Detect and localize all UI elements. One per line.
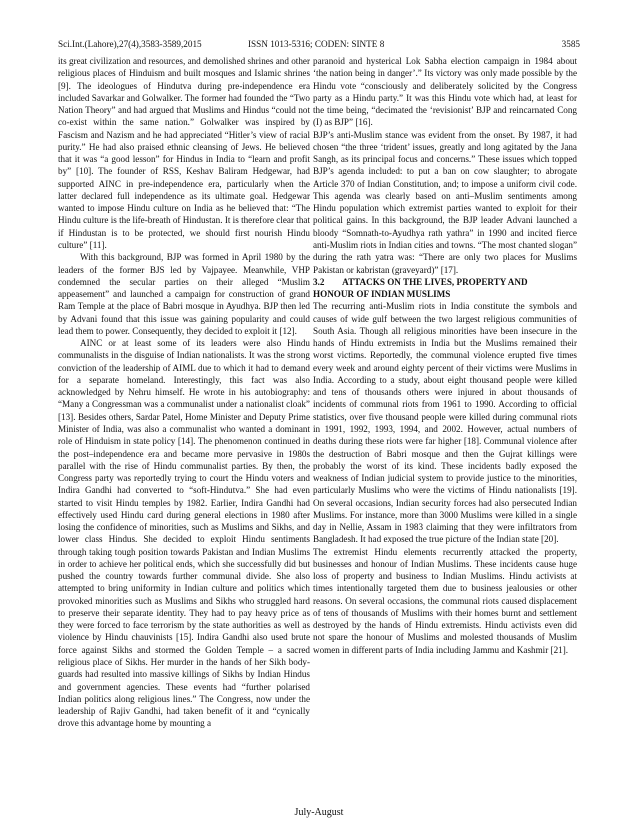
left-column [58,55,310,800]
paragraph: paranoid and hysterical Lok Sabha election campaign in 1984 about ‘the nation being in danger’.” Its victory was only made possible by the Hindu vote “consciously and deliberately solicited by the Congress party as a Hindu party.” It was this Hindu vote which had, at least for the time being, “decimated the ‘revisionist’ BJP and reincarnated Cong (I) as BJP” [16]. [313,56,577,128]
paragraph: With this background, BJP was formed in April 1980 by the leaders of the former BJS led by Vajpayee. Meanwhile, VHP condemned the secular parties on their alleged “Muslim appeasement” and launched a campaign for construction of grand Ram Temple at the place of Babri mosque in Ayudhya. BJP then led by Advani found that this issue was gaining popularity and could lead them to power. Consequently, they decided to exploit it [12]. [58,252,310,336]
journal-citation: Sci.Int.(Lahore),27(4),3583-3589,2015 [58,39,202,49]
section-heading-line: HONOUR OF INDIAN MUSLIMS [313,289,451,300]
page-header [58,38,580,50]
right-column [313,55,577,800]
page-number: 3585 [561,39,580,49]
issn-coden: ISSN 1013-5316; CODEN: SINTE 8 [248,39,385,49]
paragraph: The extremist Hindu elements recurrently attacked the property, businesses and honour of Indian Muslims. These incidents cause huge loss of property and business to Indian Muslims. Hindu activists at times intentionally targeted them due to business jealousies or other reasons. On several occasions, the communal riots caused displacement of tens of thousands of Muslims with their homes burnt and settlement destroyed by the hands of Hindu extremists. Hindu activists even did not spare the honour of Muslims and molested thousands of Muslim women in different parts of India including Jammu and Kashmir [21]. [313,546,577,655]
page-footer: July-August [294,807,344,818]
paragraph: The recurring anti-Muslim riots in India constitute the symbols and causes of wide gulf between the two largest religious communities of South Asia. Though all religious minorities have been insecure in the hands of Hindu extremists in India but the Muslims remained their worst victims. Reportedly, the communal violence erupted five times every week and around eighty percent of their victims were Muslims in India. According to a study, about eight thousand people were killed and tens of thousands others were injured in about thousands of incidents of communal riots from 1961 to 1990. According to official statistics, over five thousand people were killed during communal riots in 1991, 1992, 1993, 1994, and 2002. However, actual numbers of deaths during these riots were far higher [18]. Communal violence after the destruction of Babri mosque and then the Gujrat killings were probably the worst of its kind. These incidents badly exposed the weakness of Indian judicial system to provide justice to the minorities, particularly Muslims who were the victims of Hindu nationalists [19]. On several occasions, Indian security forces had also persecuted Indian Muslims. For instance, more than 3000 Muslims were killed in a single day in Nellie, Assam in 1983 claiming that they were infiltrators from Bangladesh. It had exposed the true picture of the Indian state [20]. [313,301,577,545]
paragraph: AINC or at least some of its leaders were also Hindu communalists in the disguise of Indian nationalists. It was the strong conviction of the leadership of AIML due to which it had to demand for a separate homeland. Interestingly, this fact was also acknowledged by Nehru himself. He wrote in his autobiography: “Many a Congressman was a communalist under a nationalist cloak” [13]. Besides others, Sardar Patel, Home Minister and Deputy Prime Minister of India, was also a communalist who wanted a dominant role of Hinduism in state policy [14]. The phenomenon continued in the post–independence era and became more pervasive in 1980s parallel with the rise of Hindu communalist parties. By then, the Congress party was reportedly trying to court the Hindu voters and Indira Gandhi had converted to “soft-Hindutva.” She had even started to visit Hindu temples by 1982. Earlier, Indira Gandhi had effectively used Hindu card during general elections in 1980 after losing the confidence of minorities, such as Muslims and Sikhs, and lower class Hindus. She decided to exploit Hindu sentiments through taking tough position towards Pakistan and Indian Muslims in order to achieve her political ends, which she successfully did but pushed the country towards further communal divide. She also attempted to bring uniformity in Indian culture and politics which provoked minorities such as Muslims and Sikhs who struggled hard to preserve their separate identity. They had to pay heavy price as they were forced to face terrorism by the state authorities as well as violence by Hindu chauvinists [15]. Indira Gandhi also used brute force against Sikhs and stormed the Golden Temple – a sacred religious place of Sikhs. Her murder in the hands of her Sikh body-guards had resulted into massive killings of Sikhs by Indian Hindus and government agencies. These events had “further polarised Indian politics along religious lines.” The Congress, now under the leadership of Rajiv Gandhi, had taken benefit of it and “cynically drove this advantage home by mounting a [58,338,310,729]
paragraph: BJP’s anti-Muslim stance was evident from the onset. By 1987, it had chosen “the three ‘trident’ issues, greatly and long agitated by the Jana Sangh, as its principal focus and concerns.” These issues which topped BJP’s agenda included: to put a ban on cow slaughter; to abrogate Article 370 of Indian Constitution, and; to impose a uniform civil code. This agenda was clearly based on anti–Muslim sentiments among Hindu population which extremist parties wanted to exploit for their political gains. In this background, the BJP leader Advani launched a bloody “Somnath-to-Ayudhya rath yathra” in 1990 and incited fierce anti-Muslim riots in Indian cities and towns. “The most chanted slogan” during the rath yatra was: “There are only two places for Muslims Pakistan or kabristan (graveyard)” [17]. [313,129,577,275]
section-heading-line: 3.2 ATTACKS ON THE LIVES, PROPERTY AND [313,276,528,287]
paragraph: its great civilization and resources, and demolished shrines and other religious places of Hinduism and built mosques and Islamic shrines [9]. The ideologues of Hindutva during pre-independence era included Savarkar and Golwalker. The former had founded the “Two Nation Theory” and had argued that Muslims and Hindus “could not co-exist within the same nation.” Golwalker was inspired by Fascism and Nazism and he had appreciated “Hitler’s view of racial purity.” He had also praised ethnic cleansing of Jews. He believed that it was “a good lesson” for Hindus in India to “learn and profit by” [10]. The founder of RSS, Keshav Baliram Hedgewar, had supported AINC in pre-independence era, particularly when the latter declared full independence as its ultimate goal. Hedgewar wanted to impose Hindu culture on India as he believed that: “The Hindu culture is the life-breath of Hindustan. It is therefore clear that if Hindustan is to be protected, we should first nourish Hindu culture” [11]. [58,56,310,250]
section-heading [313,276,577,301]
